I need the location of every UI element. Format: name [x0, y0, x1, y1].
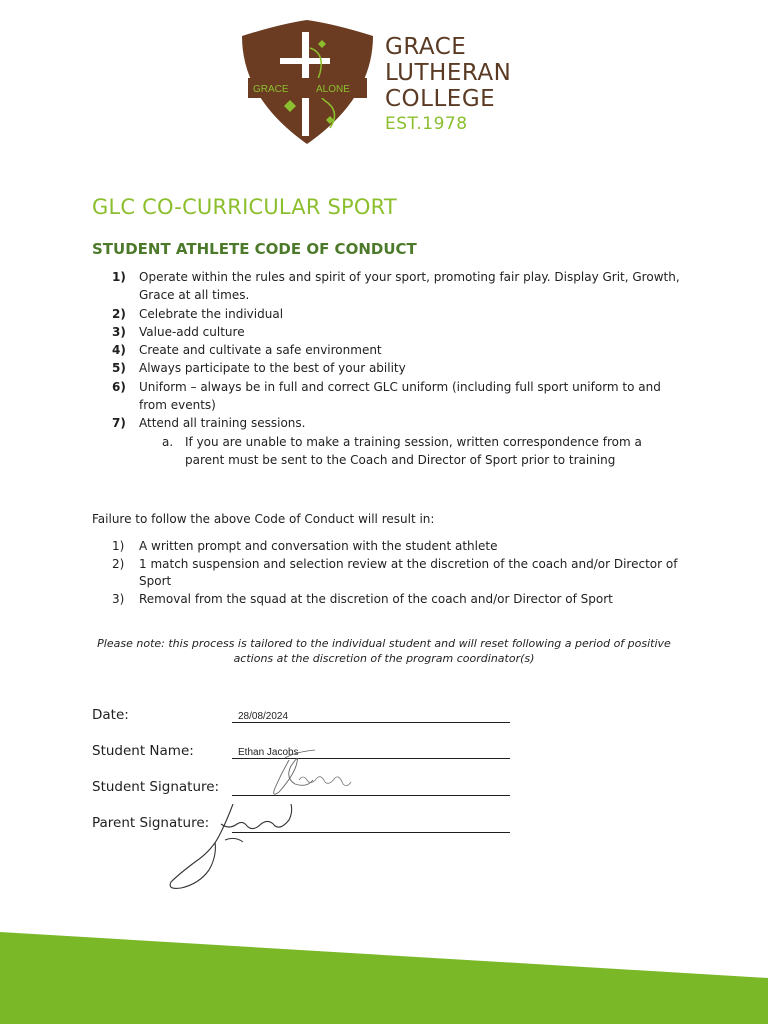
page-title: GLC CO-CURRICULAR SPORT	[92, 195, 397, 219]
item-text: Operate within the rules and spirit of your sport, promoting fair play. Display Grit, Growth, Grace at all times.	[139, 270, 680, 303]
item-number: 7)	[112, 416, 126, 431]
item-text: Celebrate the individual	[139, 306, 284, 321]
sub-item-letter: a.	[162, 434, 174, 449]
parent-signature-icon	[165, 800, 305, 892]
shield-crest-icon	[240, 18, 375, 146]
item-number: 2)	[112, 306, 126, 321]
list-item	[112, 538, 682, 556]
banner-right-text: ALONE	[316, 84, 350, 95]
logo-name-line2: LUTHERAN	[385, 60, 512, 86]
date-field[interactable]: 28/08/2024	[238, 711, 289, 722]
item-text: Uniform – always be in full and correct GLC uniform (including full sport uniform to and from events)	[139, 379, 661, 413]
student-name-label: Student Name:	[92, 743, 194, 759]
sub-item-text: If you are unable to make a training session, written correspondence from a parent must be sent to the Coach and Director of Sport prior to training	[185, 434, 642, 467]
failure-intro: Failure to follow the above Code of Conduct will result in:	[92, 512, 435, 526]
item-number: 3)	[112, 591, 125, 606]
item-text: Attend all training sessions.	[139, 416, 306, 431]
section-title: STUDENT ATHLETE CODE OF CONDUCT	[92, 240, 417, 258]
student-name-field[interactable]: Ethan Jacobs	[238, 747, 299, 758]
date-underline	[232, 722, 510, 723]
sub-list-item	[112, 433, 682, 470]
list-item	[112, 378, 682, 415]
consequences-list	[112, 538, 682, 608]
college-logo	[240, 18, 520, 146]
item-text: 1 match suspension and selection review at the discretion of the coach and/or Director of Sport	[139, 556, 678, 589]
list-item	[112, 268, 682, 305]
list-item	[112, 556, 682, 591]
list-item	[112, 414, 682, 432]
footer-green-band	[0, 928, 768, 1024]
student-signature-label: Student Signature:	[92, 779, 220, 795]
date-label: Date:	[92, 707, 129, 723]
item-text: Always participate to the best of your ability	[139, 361, 406, 376]
logo-name-line3: COLLEGE	[385, 86, 496, 112]
logo-name-line1: GRACE	[385, 34, 467, 60]
item-text: Create and cultivate a safe environment	[139, 343, 382, 358]
item-number: 1)	[112, 270, 126, 284]
list-item	[112, 305, 682, 323]
item-number: 2)	[112, 556, 125, 571]
item-text: Value-add culture	[139, 324, 245, 339]
student-signature-icon	[255, 744, 365, 800]
item-text: Removal from the squad at the discretion of the coach and/or Director of Sport	[139, 591, 613, 606]
item-number: 4)	[112, 343, 126, 358]
list-item	[112, 591, 682, 609]
item-number: 1)	[112, 539, 125, 553]
item-text: A written prompt and conversation with the student athlete	[139, 539, 498, 553]
item-number: 5)	[112, 361, 126, 376]
banner-left-text: GRACE	[253, 84, 289, 95]
list-item	[112, 341, 682, 359]
code-of-conduct-list	[112, 268, 682, 469]
item-number: 3)	[112, 324, 126, 339]
list-item	[112, 323, 682, 341]
parent-signature-label: Parent Signature:	[92, 815, 210, 831]
item-number: 6)	[112, 379, 126, 394]
logo-established: EST.1978	[385, 114, 468, 134]
list-item	[112, 359, 682, 377]
college-name	[385, 34, 511, 136]
please-note: Please note: this process is tailored to the individual student and will reset following a period of positive actions at the discretion of the program coordinator(s)	[97, 637, 671, 665]
